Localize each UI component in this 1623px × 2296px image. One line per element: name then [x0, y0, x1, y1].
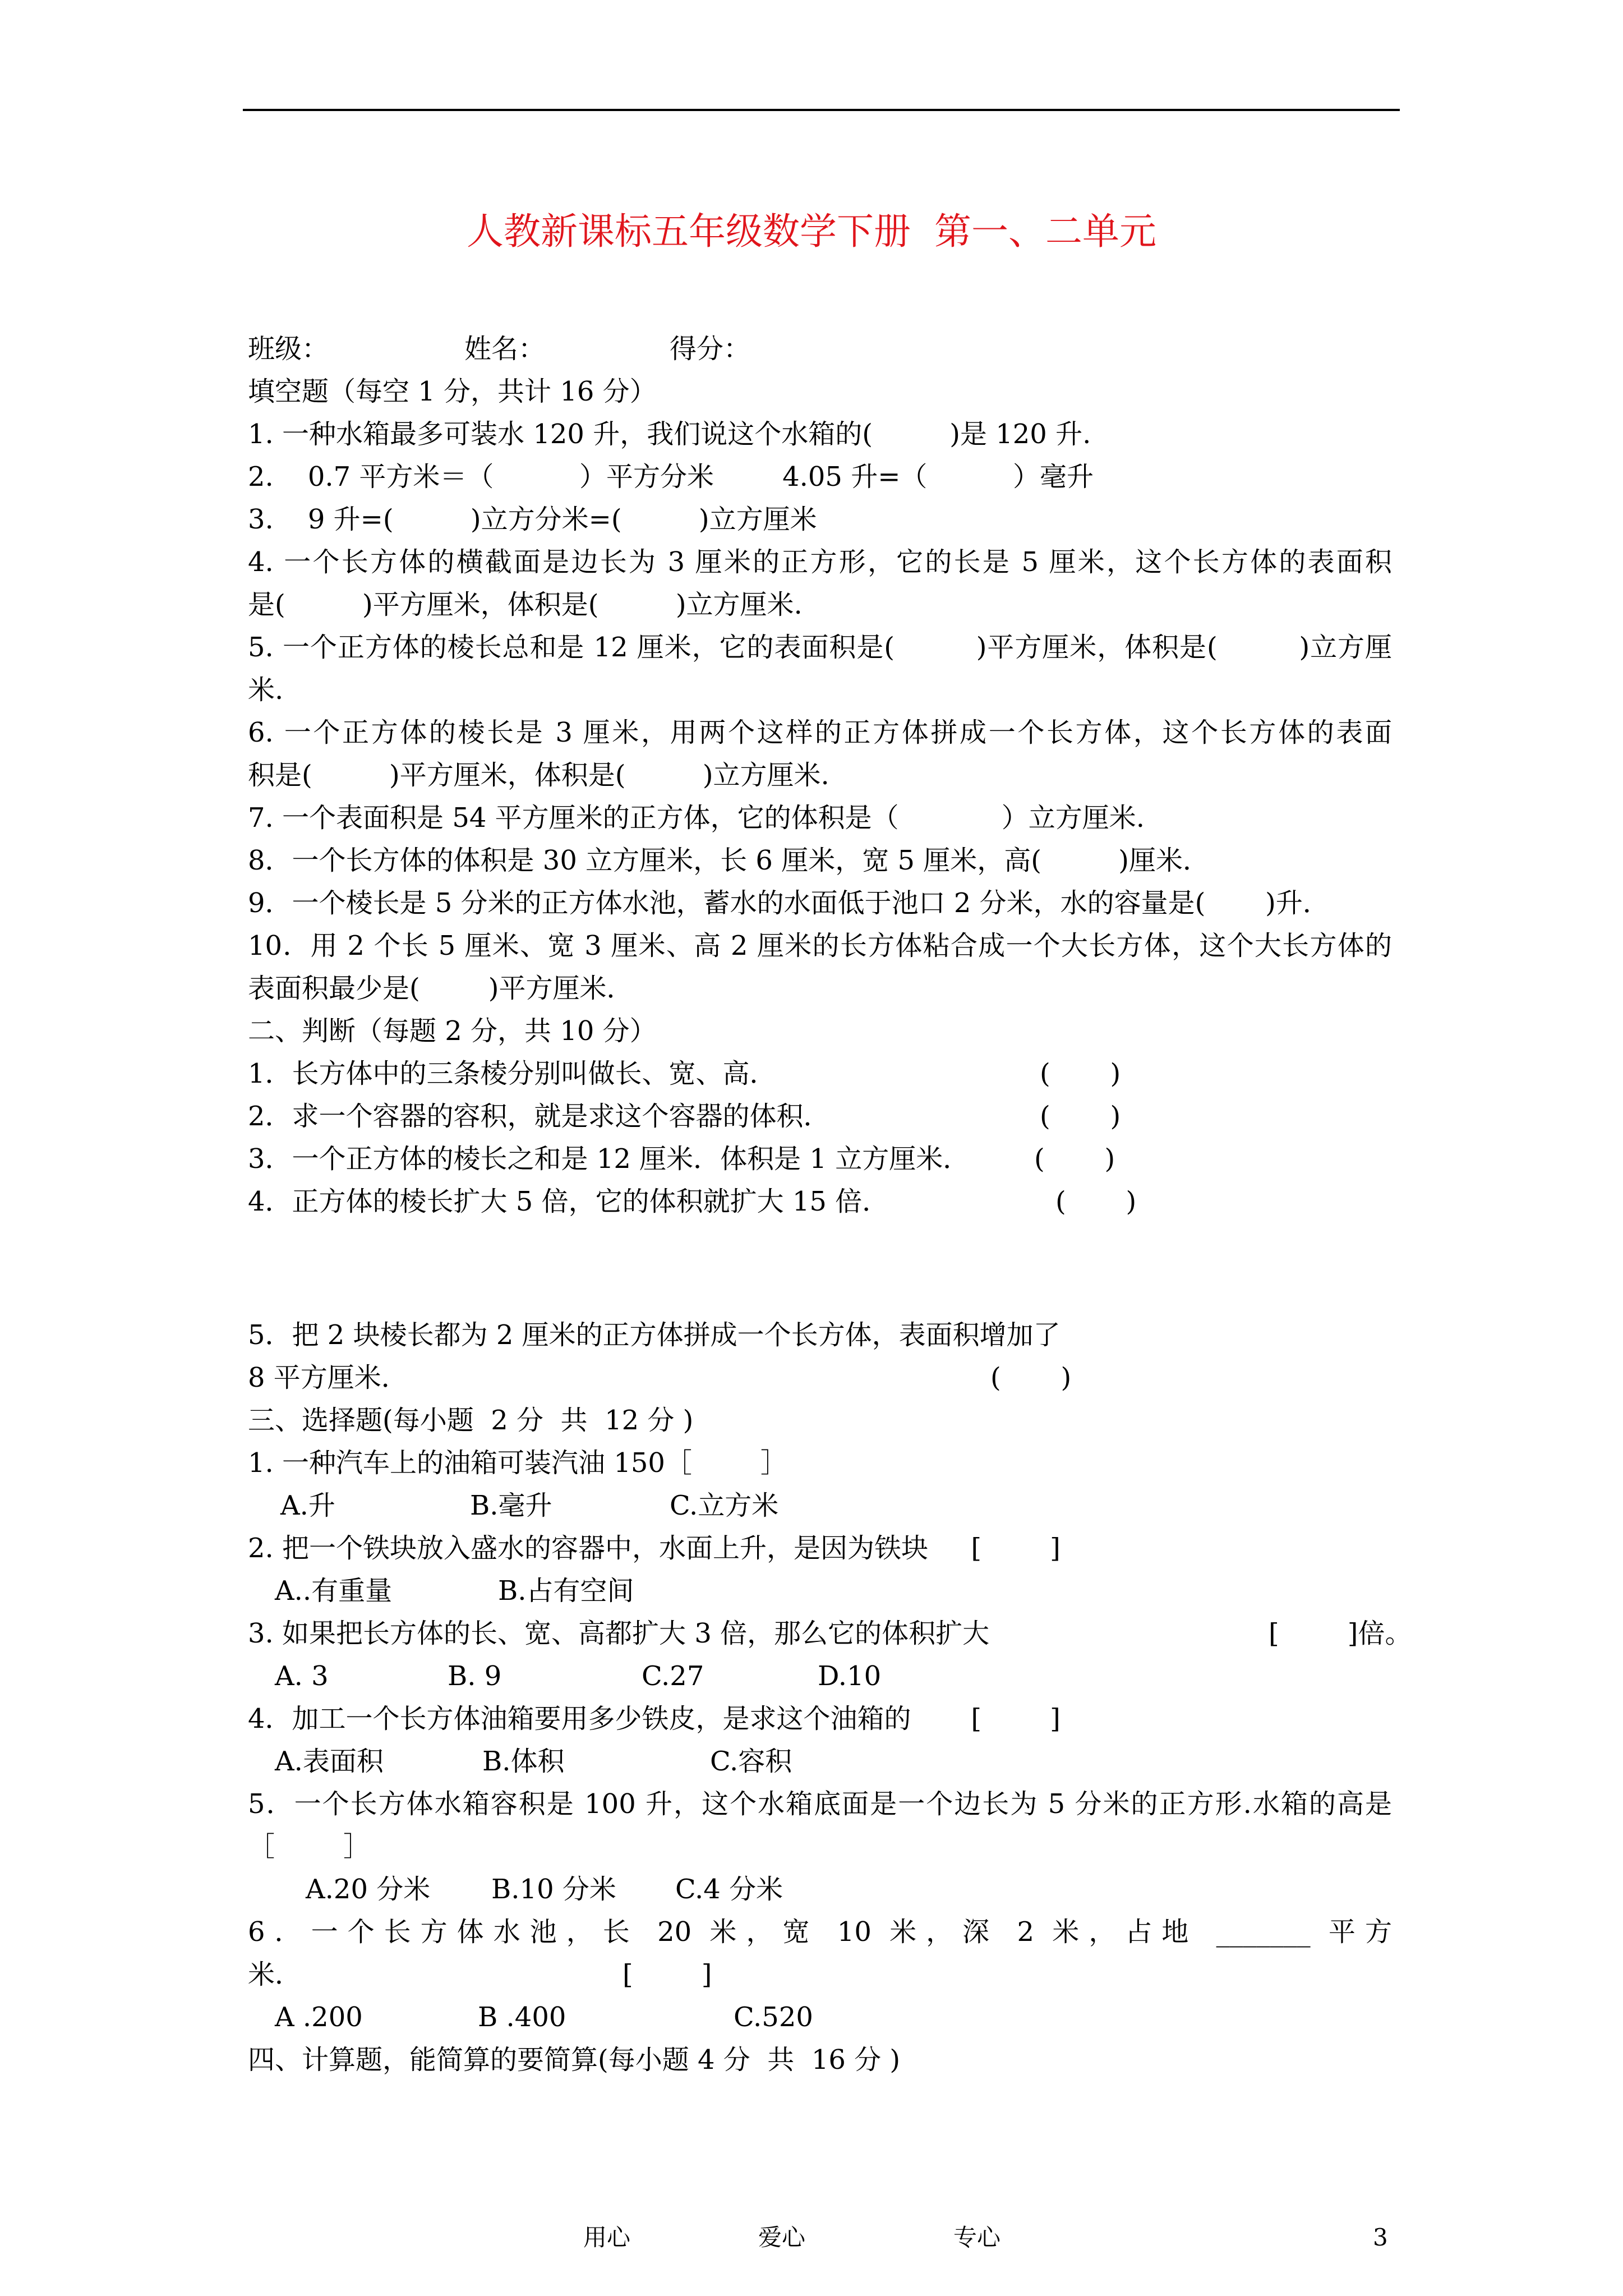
choice-option: C.27 — [642, 1660, 704, 1692]
choice-blank: [ ]倍。 — [1269, 1618, 1412, 1649]
judgement-item: 2．求一个容器的容积，就是求这个容器的体积． — [248, 1101, 831, 1132]
page-number: 3 — [1373, 2224, 1388, 2251]
choice-question: 6．一个长方体水池，长 20 米，宽 10 米，深 2 米，占地 _______ 平方 — [248, 1916, 1392, 1948]
question-line: 表面积最少是( )平方厘米． — [248, 973, 634, 1004]
choice-option: A.表面积 — [275, 1746, 384, 1777]
section-heading-fill-blank: 填空题（每空 1 分，共计 16 分） — [248, 376, 657, 407]
choice-option: C.立方米 — [670, 1490, 779, 1521]
choice-option: C.容积 — [710, 1746, 792, 1777]
class-label: 班级： — [248, 333, 329, 365]
header-rule — [243, 109, 1400, 111]
section-heading-choice: 三、选择题(每小题 2 分 共 12 分 ) — [248, 1405, 694, 1436]
footer-text: 用心 — [583, 2224, 631, 2251]
judgement-blank: ( ) — [1055, 1186, 1137, 1217]
choice-option: B.10 分米 — [491, 1874, 616, 1905]
choice-question: 1. 一种汽车上的油箱可装汽油 150［ ］ — [248, 1447, 787, 1479]
question-line: 1. 一种水箱最多可装水 120 升，我们说这个水箱的( )是 120 升. — [248, 418, 1091, 450]
judgement-item: 5．把 2 块棱长都为 2 厘米的正方体拼成一个长方体，表面积增加了 — [248, 1319, 1061, 1351]
question-line: 2. 0.7 平方米＝（ ）平方分米 4.05 升=（ ）毫升 — [248, 461, 1094, 493]
score-label: 得分： — [670, 333, 751, 365]
question-line: 5. 一个正方体的棱长总和是 12 厘米，它的表面积是( )平方厘米，体积是( )立方厘 — [248, 632, 1392, 663]
choice-question: 3. 如果把长方体的长、宽、高都扩大 3 倍，那么它的体积扩大 — [248, 1618, 990, 1649]
footer-text: 专心 — [953, 2224, 1001, 2251]
choice-option: B. 9 — [448, 1660, 502, 1692]
judgement-blank: ( ) — [1040, 1101, 1121, 1132]
question-line: 10．用 2 个长 5 厘米、宽 3 厘米、高 2 厘米的长方体粘合成一个大长方体，这个大长方体的 — [248, 930, 1392, 961]
question-line: 是( )平方厘米，体积是( )立方厘米. — [248, 589, 803, 620]
choice-option: B.体积 — [482, 1746, 565, 1777]
choice-option: A. 3 — [275, 1660, 329, 1692]
choice-blank: ［ ］ — [248, 1831, 371, 1862]
judgement-item-continued: 8 平方厘米． — [248, 1362, 408, 1393]
question-line: 积是( )平方厘米，体积是( )立方厘米. — [248, 760, 829, 791]
choice-option: A.20 分米 — [306, 1874, 431, 1905]
choice-option: A.升 — [280, 1490, 335, 1521]
page-title: 人教新课标五年级数学下册 第一、二单元 — [467, 210, 1156, 253]
choice-question-continued: 米． — [248, 1959, 302, 1990]
section-heading-calculation: 四、计算题，能简算的要简算(每小题 4 分 共 16 分 ) — [248, 2044, 901, 2076]
choice-option: B .400 — [478, 2001, 566, 2033]
choice-question: 5．一个长方体水箱容积是 100 升，这个水箱底面是一个边长为 5 分米的正方形.水箱的高是 — [248, 1788, 1392, 1820]
judgement-item: 3．一个正方体的棱长之和是 12 厘米．体积是 1 立方厘米． — [248, 1143, 970, 1175]
choice-option: C.520 — [734, 2001, 813, 2033]
question-line: 9．一个棱长是 5 分米的正方体水池，蓄水的水面低于池口 2 分米，水的容量是( )升． — [248, 887, 1330, 919]
question-line: 6. 一个正方体的棱长是 3 厘米，用两个这样的正方体拼成一个长方体，这个长方体的表面 — [248, 717, 1392, 748]
section-heading-judgement: 二、判断（每题 2 分，共 10 分） — [248, 1015, 657, 1047]
footer-text: 爱心 — [758, 2224, 806, 2251]
choice-question: 4．加工一个长方体油箱要用多少铁皮，是求这个油箱的 [ ] — [248, 1703, 1061, 1734]
choice-option: B.占有空间 — [498, 1575, 634, 1607]
judgement-item: 1．长方体中的三条棱分别叫做长、宽、高． — [248, 1058, 777, 1089]
question-line: 8．一个长方体的体积是 30 立方厘米，长 6 厘米，宽 5 厘米，高( )厘米． — [248, 845, 1210, 876]
question-line: 米. — [248, 674, 284, 706]
choice-option: A..有重量 — [275, 1575, 393, 1607]
question-line: 7. 一个表面积是 54 平方厘米的正方体，它的体积是（ ）立方厘米. — [248, 802, 1145, 834]
judgement-blank: ( ) — [1034, 1143, 1115, 1175]
choice-option: C.4 分米 — [675, 1874, 783, 1905]
choice-question: 2. 把一个铁块放入盛水的容器中，水面上升，是因为铁块 [ ] — [248, 1533, 1061, 1564]
question-line: 3. 9 升=( )立方分米=( )立方厘米 — [248, 504, 817, 535]
judgement-blank: ( ) — [1040, 1058, 1121, 1089]
question-line: 4. 一个长方体的横截面是边长为 3 厘米的正方形，它的长是 5 厘米，这个长方体的表面积 — [248, 546, 1392, 578]
name-label: 姓名： — [464, 333, 546, 365]
choice-option: D.10 — [818, 1660, 882, 1692]
judgement-item: 4．正方体的棱长扩大 5 倍，它的体积就扩大 15 倍． — [248, 1186, 889, 1217]
choice-option: A .200 — [275, 2001, 363, 2033]
choice-option: B.毫升 — [470, 1490, 552, 1521]
choice-blank: [ ] — [623, 1959, 712, 1990]
judgement-blank: ( ) — [990, 1362, 1072, 1393]
